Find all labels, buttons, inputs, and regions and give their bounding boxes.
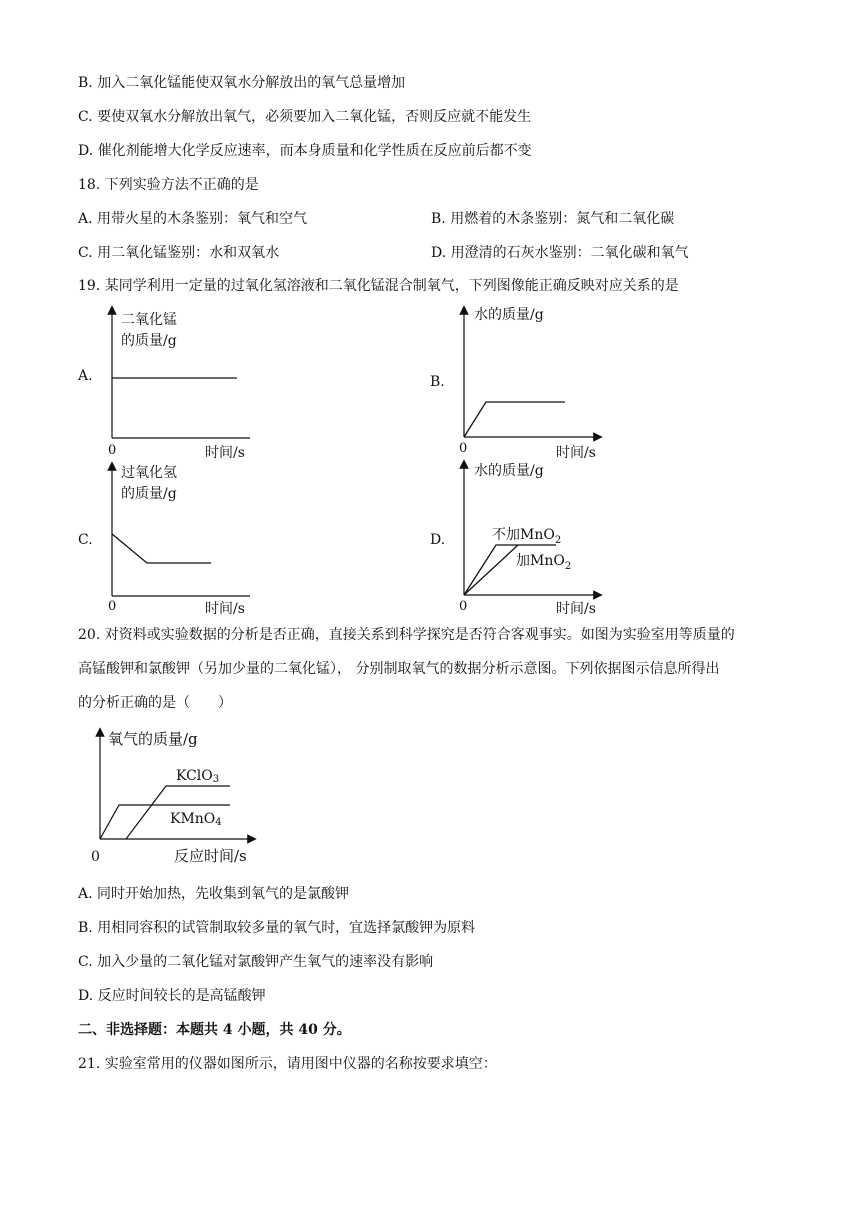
q19-graph-a — [75, 300, 275, 460]
graph-d-ylabel: 水的质量/g — [474, 463, 544, 479]
q20-graph-label-kclo3: KClO3 — [176, 768, 220, 785]
graph-d-label-with-mno2: 加MnO$_2$ — [516, 553, 572, 572]
q17-option-c: C. 要使双氧水分解放出氧气，必须要加入二氧化锰，否则反应就不能发生 — [78, 109, 532, 125]
q20-graph-label-kmno4: KMnO4 — [170, 811, 222, 828]
q18-stem: 18. 下列实验方法不正确的是 — [78, 177, 259, 193]
graph-c-ylabel-line2: 的质量/g — [121, 486, 177, 502]
graph-b-origin: 0 — [459, 441, 468, 456]
graph-d-origin: 0 — [459, 599, 468, 614]
q20-stem-line1: 20. 对资料或实验数据的分析是否正确，直接关系到科学探究是否符合客观事实。如图为实验室用等质量的 — [78, 627, 735, 643]
graph-a-ylabel-line2: 的质量/g — [121, 333, 177, 349]
q18-option-d: D. 用澄清的石灰水鉴别：二氧化碳和氧气 — [431, 245, 689, 261]
q17-option-b: B. 加入二氧化锰能使双氧水分解放出的氧气总量增加 — [78, 75, 406, 91]
graph-c-option-label: C. — [78, 532, 93, 548]
graph-b-ylabel: 水的质量/g — [474, 307, 544, 323]
graph-c-ylabel-line1: 过氧化氢 — [121, 465, 177, 481]
q18-option-c: C. 用二氧化锰鉴别：水和双氧水 — [78, 245, 280, 261]
q20-option-d: D. 反应时间较长的是高锰酸钾 — [78, 988, 266, 1004]
q21-stem: 21. 实验室常用的仪器如图所示，请用图中仪器的名称按要求填空： — [78, 1056, 497, 1072]
graph-c-curve — [112, 534, 211, 563]
graph-a-origin: 0 — [108, 443, 117, 458]
graph-a-option-label: A. — [78, 368, 93, 384]
graph-b-option-label: B. — [430, 374, 445, 390]
q18-option-a: A. 用带火星的木条鉴别：氧气和空气 — [78, 211, 308, 227]
graph-c-xlabel: 时间/s — [205, 601, 245, 617]
q20-option-b: B. 用相同容积的试管制取较多量的氧气时，宜选择氯酸钾为原料 — [78, 920, 476, 936]
graph-d-option-label: D. — [430, 532, 446, 548]
q19-graph-c — [75, 458, 275, 618]
graph-b-curve — [464, 402, 565, 437]
q20-graph — [82, 722, 272, 870]
graph-d-xlabel: 时间/s — [556, 601, 596, 617]
q17-option-d: D. 催化剂能增大化学反应速率，而本身质量和化学性质在反应前后都不变 — [78, 143, 532, 159]
q20-graph-xlabel: 反应时间/s — [174, 847, 247, 865]
q20-graph-ylabel: 氧气的质量/g — [108, 730, 198, 748]
q20-stem-line2: 高锰酸钾和氯酸钾（另加少量的二氧化锰）， 分别制取氧气的数据分析示意图。下列依据图示信息所得出 — [78, 661, 720, 677]
q20-stem-line3: 的分析正确的是（ ） — [78, 695, 232, 711]
graph-a-ylabel-line1: 二氧化锰 — [121, 312, 177, 328]
q20-option-a: A. 同时开始加热，先收集到氧气的是氯酸钾 — [78, 886, 350, 902]
q20-option-c: C. 加入少量的二氧化锰对氯酸钾产生氧气的速率没有影响 — [78, 954, 434, 970]
graph-b-xlabel: 时间/s — [556, 445, 596, 460]
q19-graph-d — [428, 458, 628, 618]
q20-graph-origin: 0 — [91, 849, 100, 865]
graph-c-origin: 0 — [108, 599, 117, 614]
section-two-heading: 二、非选择题：本题共 4 小题，共 40 分。 — [78, 1022, 351, 1038]
graph-a-xlabel: 时间/s — [205, 445, 245, 460]
graph-d-label-no-mno2: 不加MnO$_2$ — [492, 527, 562, 546]
q19-stem: 19. 某同学利用一定量的过氧化氢溶液和二氧化锰混合制氧气，下列图像能正确反映对应关系的是 — [78, 278, 679, 294]
q18-option-b: B. 用燃着的木条鉴别：氮气和二氧化碳 — [431, 211, 675, 227]
q19-graph-b — [428, 300, 628, 460]
